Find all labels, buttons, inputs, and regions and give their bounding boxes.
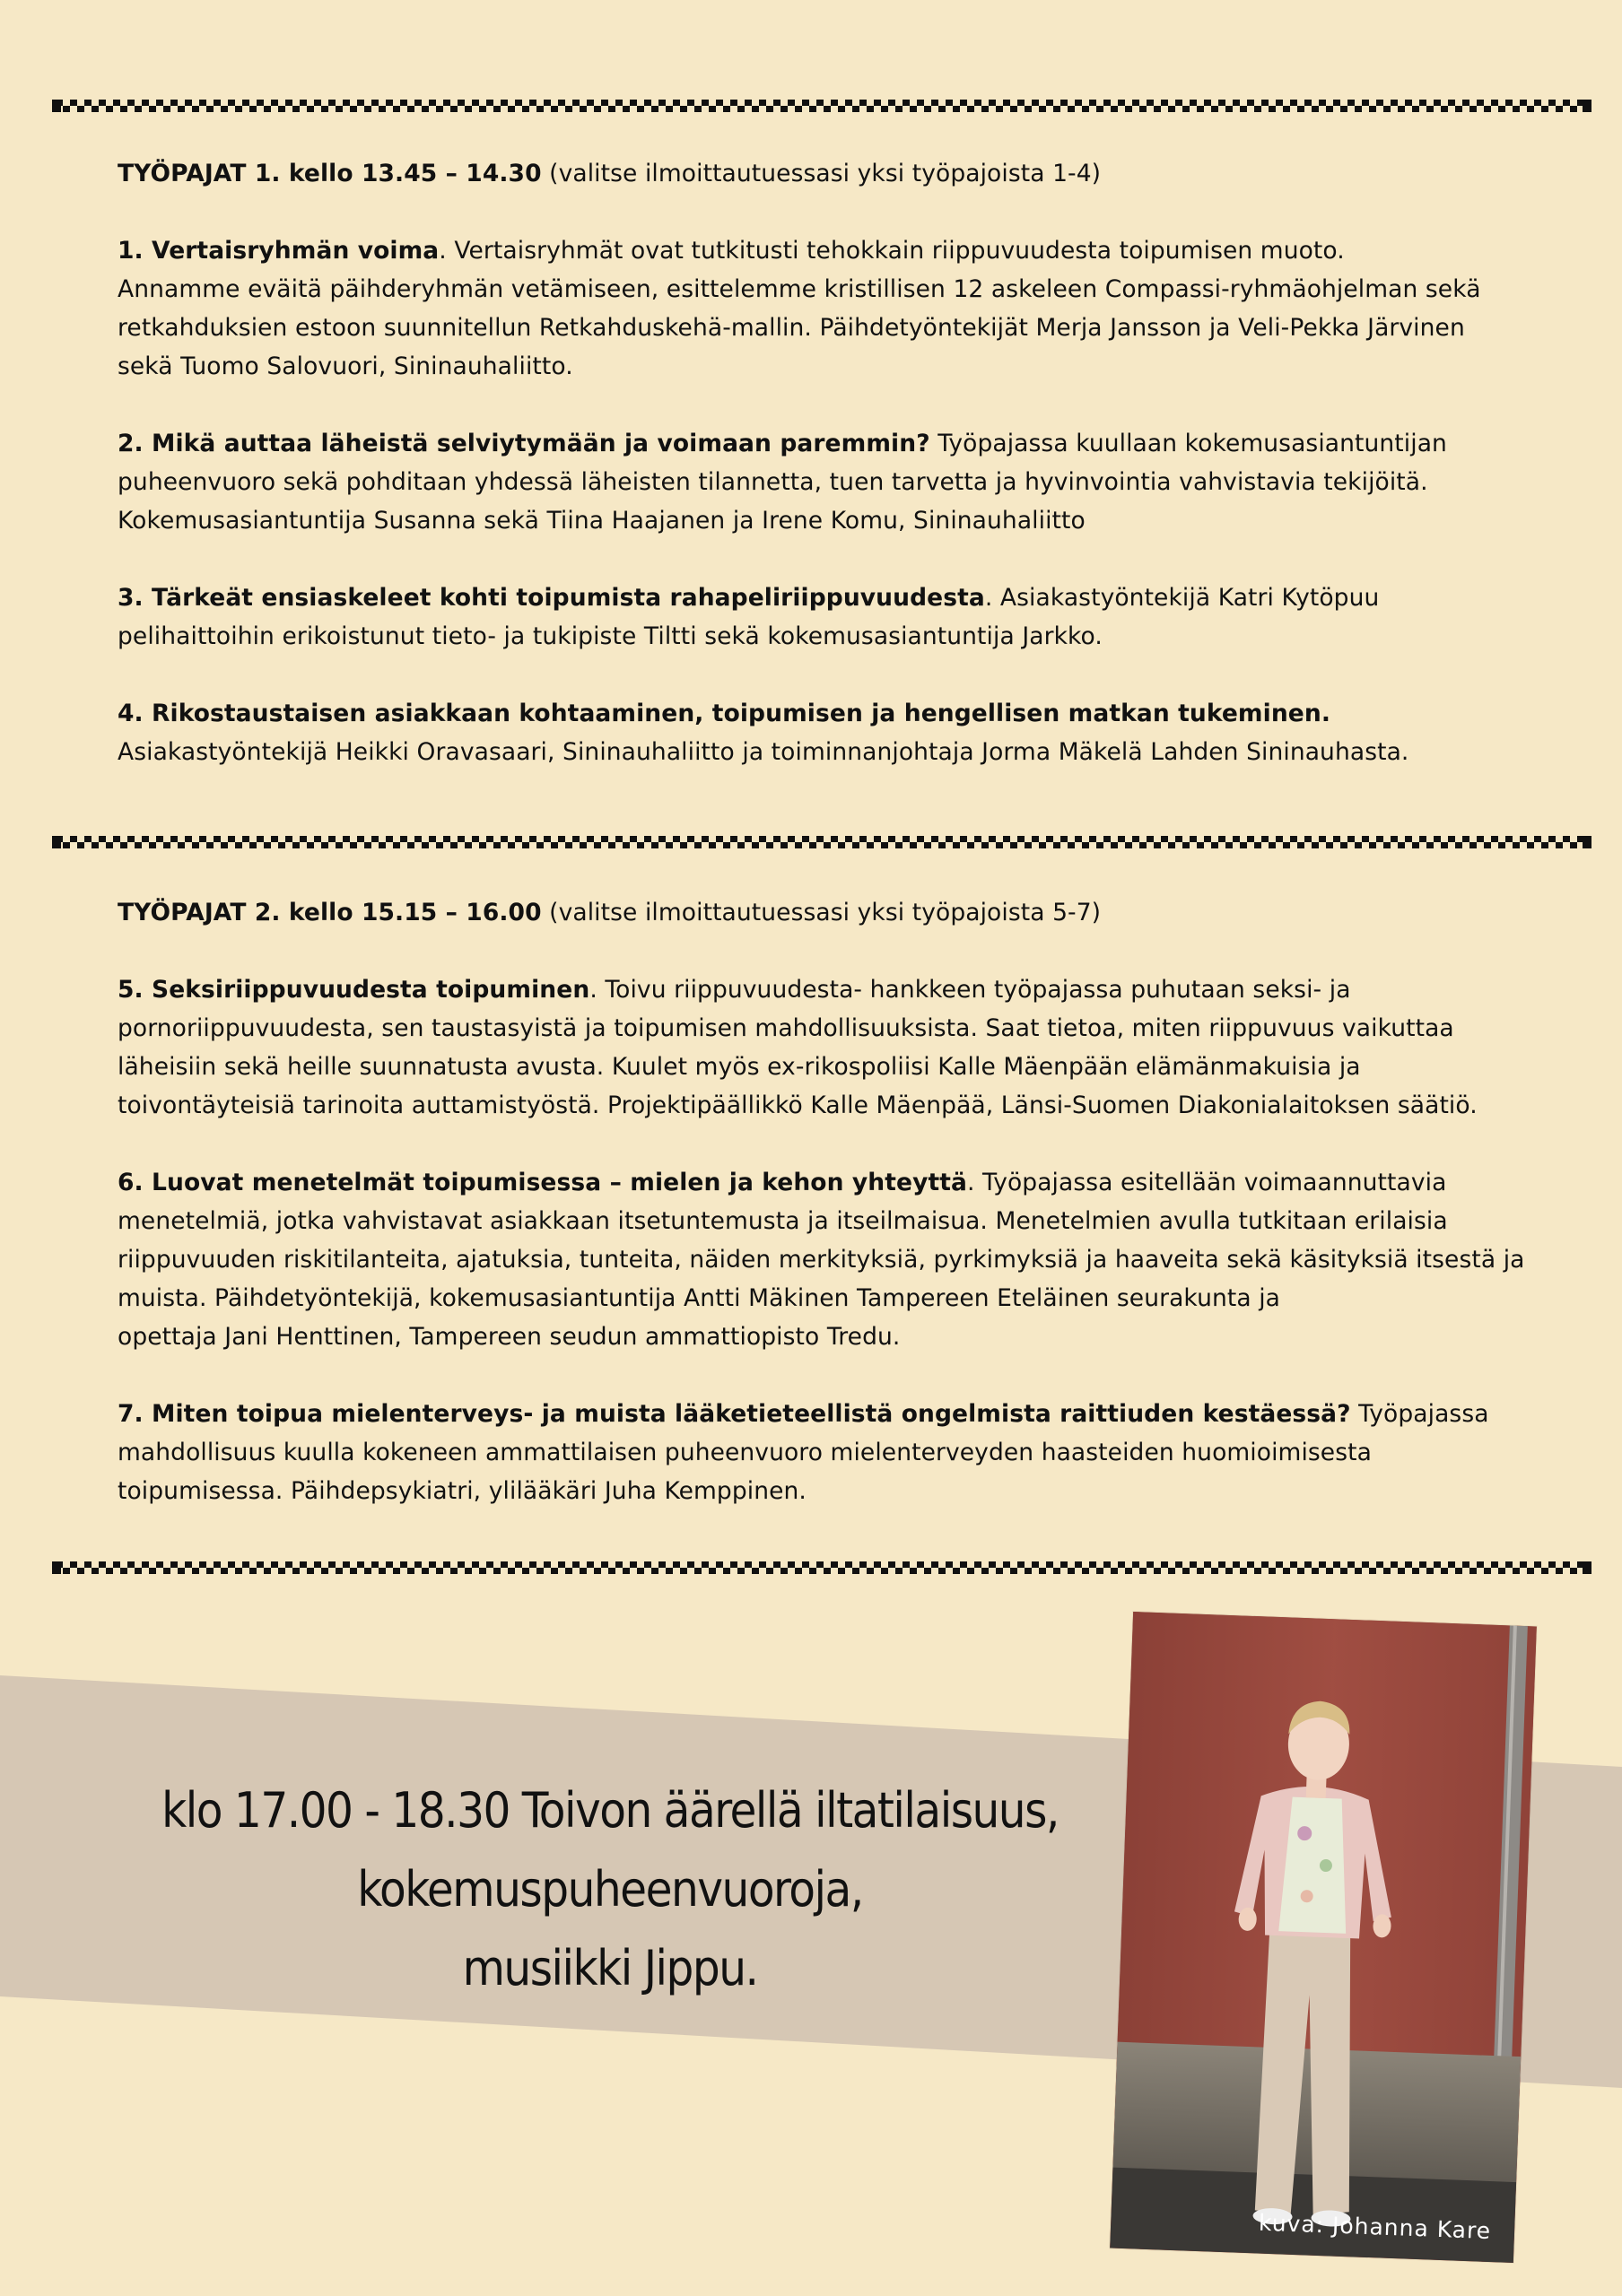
- workshop-1: 1. Vertaisryhmän voima. Vertaisryhmät ovat tutkitusti tehokkain riippuvuudesta toipumisen muoto. Annamme eväitä päihderyhmän vetämiseen, esittelemme kristillisen 12 askeleen Compassi-ryhmäohjelman sekä retkahduksien estoon suunnitellun Retkahduskehä-mallin. Päihdetyöntekijät Merja Jansson ja Veli-Pekka Järvinen sekä Tuomo Salovuori, Sininauhaliitto.: [118, 237, 1481, 380]
- evening-line-2: kokemuspuheenvuoroja,: [357, 1861, 863, 1918]
- portrait-photo: [1110, 1612, 1537, 2263]
- workshop-5: 5. Seksiriippuvuudesta toipuminen. Toivu riippuvuudesta- hankkeen työpajassa puhutaan seksi- ja pornoriippuvuudesta, sen taustasyistä ja toipumisen mahdollisuuksista. Saat tietoa, miten riippuvuus vaikuttaa läheisiin sekä heille suunnatusta avusta. Kuulet myös ex-rikospoliisi Kalle Mäenpään elämänmakuisia ja toivontäyteisiä tarinoita auttamistyöstä. Projektipäällikkö Kalle Mäenpää, Länsi-Suomen Diakonialaitoksen säätiö.: [118, 976, 1478, 1119]
- evening-line-3: musiikki Jippu.: [462, 1940, 758, 1996]
- workshops-2-section: [118, 893, 1526, 1510]
- workshop-6: 6. Luovat menetelmät toipumisessa – mielen ja kehon yhteyttä. Työpajassa esitellään voimaannuttavia menetelmiä, jotka vahvistavat asiakkaan itsetuntemusta ja itseilmaisua. Menetelmien avulla tutkitaan erilaisia riippuvuuden riskitilanteita, ajatuksia, tunteita, näiden merkityksiä, pyrkimyksiä ja haaveita sekä käsityksiä itsestä ja muista. Päihdetyöntekijä, kokemusasiantuntija Antti Mäkinen Tampereen Eteläinen seurakunta ja opettaja Jani Henttinen, Tampereen seudun ammattiopisto Tredu.: [118, 1169, 1525, 1351]
- evening-event: [81, 1771, 1139, 2008]
- workshop-3-title: 3. Tärkeät ensiaskeleet kohti toipumista rahapeliriippuvuudesta: [118, 584, 985, 612]
- workshop-7-title: 7. Miten toipua mielenterveys- ja muista lääketieteellistä ongelmista raittiuden kestäessä?: [118, 1400, 1351, 1428]
- photo-caption: kuva: Johanna Kare: [1258, 2209, 1492, 2245]
- workshop-4-title: 4. Rikostaustaisen asiakkaan kohtaaminen, toipumisen ja hengellisen matkan tukeminen.: [118, 700, 1331, 727]
- divider-bottom: [56, 1561, 1588, 1574]
- workshop-7: 7. Miten toipua mielenterveys- ja muista lääketieteellistä ongelmista raittiuden kestäessä? Työpajassa mahdollisuus kuulla kokeneen ammattilaisen puheenvuoro mielenterveyden haasteiden huomioimisesta toipumisessa. Päihdepsykiatri, ylilääkäri Juha Kemppinen.: [118, 1400, 1489, 1505]
- workshop-2-title: 2. Mikä auttaa läheistä selviytymään ja voimaan paremmin?: [118, 430, 930, 457]
- workshop-4: 4. Rikostaustaisen asiakkaan kohtaaminen, toipumisen ja hengellisen matkan tukeminen. Asiakastyöntekijä Heikki Oravasaari, Sininauhaliitto ja toiminnanjohtaja Jorma Mäkelä Lahden Sininauhasta.: [118, 700, 1409, 766]
- workshop-2: 2. Mikä auttaa läheistä selviytymään ja voimaan paremmin? Työpajassa kuullaan kokemusasiantuntijan puheenvuoro sekä pohditaan yhdessä läheisten tilannetta, tuen tarvetta ja hyvinvointia vahvistavia tekijöitä. Kokemusasiantuntija Susanna sekä Tiina Haajanen ja Irene Komu, Sininauhaliitto: [118, 430, 1447, 535]
- workshop-1-title: 1. Vertaisryhmän voima: [118, 237, 440, 265]
- divider-top: [56, 100, 1588, 112]
- workshops-1-heading: TYÖPAJAT 1. kello 13.45 – 14.30 (valitse ilmoittautuessasi yksi työpajoista 1-4): [118, 160, 1102, 187]
- workshops-2-heading: TYÖPAJAT 2. kello 15.15 – 16.00 (valitse ilmoittautuessasi yksi työpajoista 5-7): [118, 899, 1102, 926]
- workshop-6-title: 6. Luovat menetelmät toipumisessa – mielen ja kehon yhteyttä: [118, 1169, 967, 1196]
- workshop-5-title: 5. Seksiriippuvuudesta toipuminen: [118, 976, 590, 1004]
- workshops-1-section: [118, 154, 1526, 771]
- evening-line-1: klo 17.00 - 18.30 Toivon äärellä iltatilaisuus,: [161, 1782, 1059, 1839]
- workshop-3: 3. Tärkeät ensiaskeleet kohti toipumista rahapeliriippuvuudesta. Asiakastyöntekijä Katri Kytöpuu pelihaittoihin erikoistunut tieto- ja tukipiste Tiltti sekä kokemusasiantuntija Jarkko.: [118, 584, 1380, 650]
- divider-middle: [56, 836, 1588, 848]
- portrait-illustration: [1110, 1612, 1537, 2263]
